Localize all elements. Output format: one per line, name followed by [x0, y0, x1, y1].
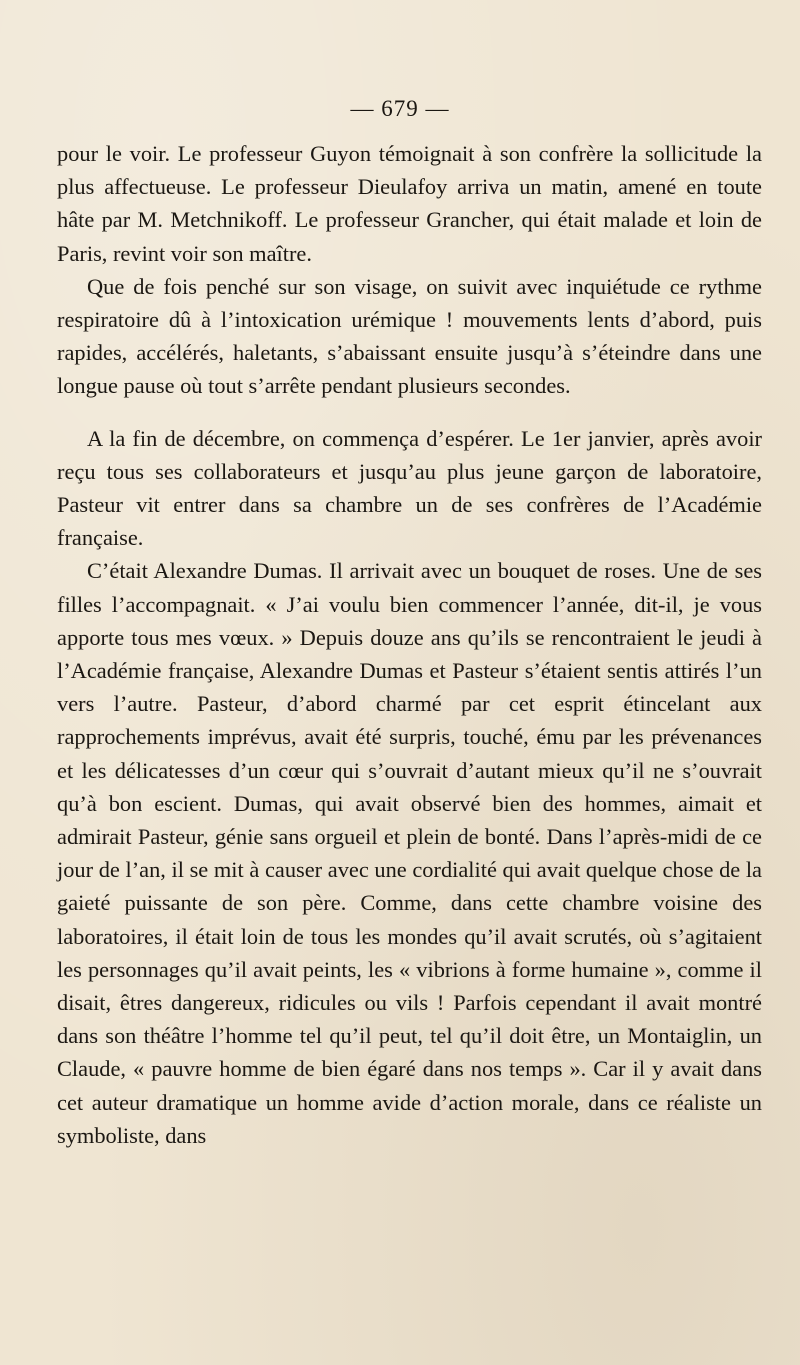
body-text [57, 137, 762, 1152]
paragraph-1: pour le voir. Le professeur Guyon témoignait à son confrère la sollicitude la plus affectueuse. Le professeur Dieulafoy arriva un matin, amené en toute hâte par M. Metchnikoff. Le professeur Grancher, qui était malade et loin de Paris, revint voir son maître. [57, 141, 762, 266]
paragraph-3: A la fin de décembre, on commença d’espérer. Le 1er janvier, après avoir reçu tous ses collaborateurs et jusqu’au plus jeune garçon de laboratoire, Pasteur vit entrer dans sa chambre un de ses confrères de l’Académie française. [57, 425, 762, 551]
paragraph-4: C’était Alexandre Dumas. Il arrivait avec un bouquet de roses. Une de ses filles l’accompagnait. « J’ai voulu bien commencer l’année, dit-il, je vous apporte tous mes vœux. » Depuis douze ans qu’ils se rencontraient le jeudi à l’Académie française, Alexandre Dumas et Pasteur s’étaient sentis attirés l’un vers l’autre. Pasteur, d’abord charmé par cet esprit étincelant aux rapprochements imprévus, avait été surpris, touché, ému par les prévenances et les délicatesses d’un cœur qui s’ouvrait d’autant mieux qu’il ne s’ouvrait qu’à bon escient. Dumas, qui avait observé bien des hommes, aimait et admirait Pasteur, génie sans orgueil et plein de bonté. Dans l’après-midi de ce jour de l’an, il se mit à causer avec une cordialité qui avait quelque chose de la gaieté puissante de son père. Comme, dans cette chambre voisine des laboratoires, il était loin de tous les mondes qu’il avait scrutés, où s’agitaient les personnages qu’il avait peints, les « vibrions à forme humaine », comme il disait, êtres dangereux, ridicules ou vils ! Parfois cependant il avait montré dans son théâtre l’homme tel qu’il peut, tel qu’il doit être, un Montaiglin, un Claude, « pauvre homme de bien égaré dans nos temps ». Car il y avait dans cet auteur dramatique un homme avide d’action morale, dans ce réaliste un symboliste, dans [57, 558, 762, 1148]
paragraph-2: Que de fois penché sur son visage, on suivit avec inquiétude ce rythme respiratoire dû à l’intoxication urémique ! mouvements lents d’abord, puis rapides, accélérés, haletants, s’abaissant ensuite jusqu’à s’éteindre dans une longue pause où tout s’arrête pendant plusieurs secondes. [57, 273, 762, 399]
page-number: — 679 — [350, 96, 450, 121]
